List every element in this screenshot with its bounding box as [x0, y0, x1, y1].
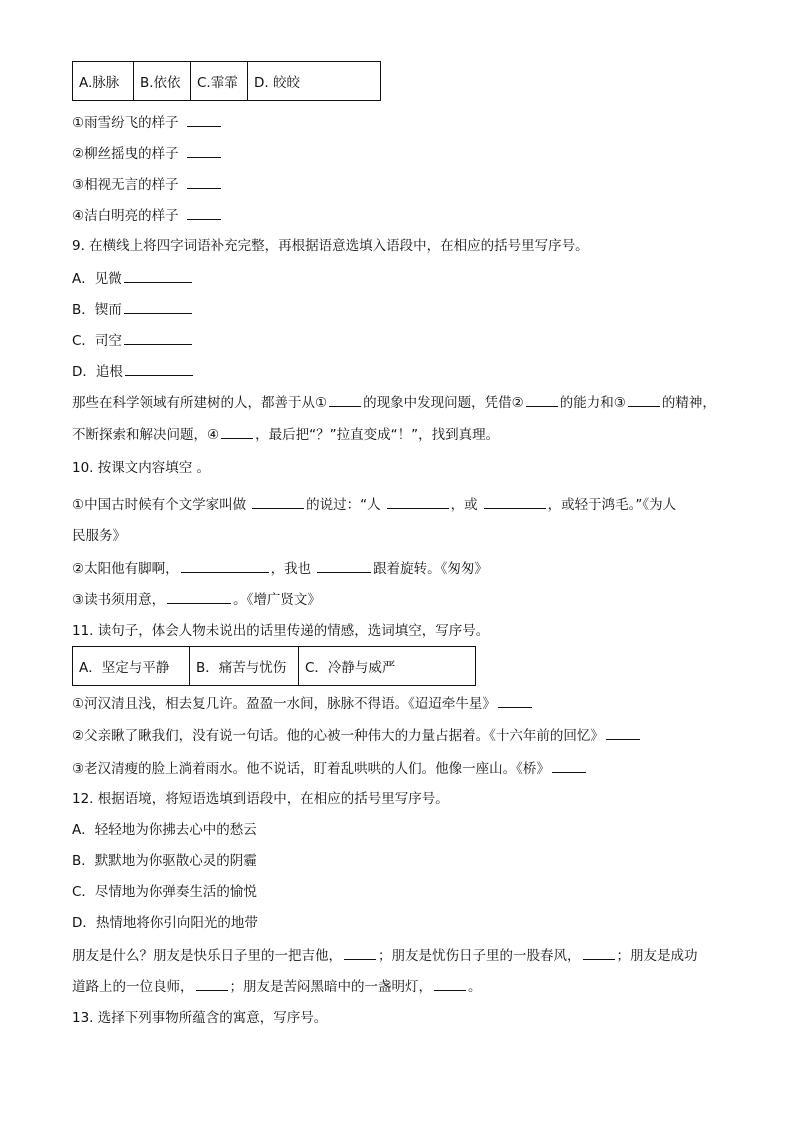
q11-item-1: ①河汉清且浅，相去复几许。盈盈一水间，脉脉不得语。《迢迢牵牛星》 [72, 693, 534, 714]
q8-option-c: C.霏霏 [191, 62, 248, 101]
q9-option-c: C．司空 [72, 330, 194, 351]
q10-line-1: ①中国古时候有个文学家叫做 的说过：“人 ，或 ，或轻于鸿毛。”《为人 [72, 494, 676, 515]
q8-answer-blank-2[interactable] [187, 143, 221, 158]
q11-question: 11. 读句子，体会人物未说出的话里传递的情感，选词填空，写序号。 [72, 623, 490, 639]
q8-answer-blank-4[interactable] [187, 205, 221, 220]
q8-option-d: D. 皎皎 [248, 62, 381, 101]
q9-paragraph-line-1: 那些在科学领域有所建树的人，都善于从① 的现象中发现问题，凭借② 的能力和③ 的精神， [72, 392, 716, 413]
q9-question: 9. 在横线上将四字词语补充完整，再根据语意选填入语段中，在相应的括号里写序号。 [72, 238, 589, 254]
q12-option-b: B．默默地为你驱散心灵的阴霾 [72, 853, 257, 869]
q10-blank-6[interactable] [167, 589, 231, 604]
q12-question: 12. 根据语境，将短语选填到语段中，在相应的括号里写序号。 [72, 791, 449, 807]
q12-paragraph-blank-1[interactable] [344, 945, 376, 960]
q12-paragraph-line-1: 朋友是什么？朋友是快乐日子里的一把吉他， ；朋友是忧伤日子里的一股春风， ；朋友是成功 [72, 945, 698, 966]
q11-answer-blank-1[interactable] [498, 693, 532, 708]
q9-blank-b[interactable] [124, 299, 192, 314]
q9-option-b: B．锲而 [72, 299, 194, 320]
q12-paragraph-blank-4[interactable] [434, 976, 466, 991]
q9-option-d: D．追根 [72, 361, 195, 382]
q8-item-3: ③相视无言的样子 [72, 174, 223, 195]
q9-option-a: A．见微 [72, 268, 194, 289]
q8-option-b: B.依依 [134, 62, 191, 101]
q12-paragraph-blank-2[interactable] [583, 945, 615, 960]
q13-question: 13. 选择下列事物所蕴含的寓意，写序号。 [72, 1010, 328, 1026]
q8-options-table [72, 61, 381, 101]
q11-answer-blank-3[interactable] [552, 758, 586, 773]
q9-paragraph-blank-1[interactable] [329, 392, 361, 407]
q11-answer-blank-2[interactable] [606, 725, 640, 740]
q12-option-c: C．尽情地为你弹奏生活的愉悦 [72, 884, 257, 900]
q9-paragraph-blank-4[interactable] [221, 424, 253, 439]
q8-item-2: ②柳丝摇曳的样子 [72, 143, 223, 164]
q11-option-a: A．坚定与平静 [73, 647, 190, 686]
q9-blank-c[interactable] [124, 330, 192, 345]
q10-question: 10. 按课文内容填空 。 [72, 460, 211, 476]
q10-blank-2[interactable] [387, 494, 449, 509]
q10-blank-4[interactable] [181, 558, 269, 573]
q9-blank-a[interactable] [124, 268, 192, 283]
q12-paragraph-blank-3[interactable] [196, 976, 228, 991]
q9-blank-d[interactable] [125, 361, 193, 376]
q11-options-table [72, 646, 476, 686]
q11-option-b: B．痛苦与忧伤 [190, 647, 299, 686]
q10-line-3: ③读书须用意， 。《增广贤文》 [72, 589, 321, 610]
q10-line-2: ②太阳他有脚啊， ，我也 跟着旋转。《匆匆》 [72, 558, 488, 579]
q11-item-2: ②父亲瞅了瞅我们，没有说一句话。他的心被一种伟大的力量占据着。《十六年前的回忆》 [72, 725, 642, 746]
q12-option-a: A．轻轻地为你拂去心中的愁云 [72, 822, 257, 838]
q8-answer-blank-1[interactable] [187, 112, 221, 127]
q12-paragraph-line-2: 道路上的一位良师， ；朋友是苦闷黑暗中的一盏明灯， 。 [72, 976, 482, 997]
q12-option-d: D．热情地将你引向阳光的地带 [72, 915, 258, 931]
q8-answer-blank-3[interactable] [187, 174, 221, 189]
q10-line-1-cont: 民服务》 [72, 528, 126, 544]
q10-blank-3[interactable] [484, 494, 546, 509]
q9-paragraph-blank-3[interactable] [628, 392, 660, 407]
q11-option-c: C．冷静与威严 [299, 647, 476, 686]
q11-item-3: ③老汉清瘦的脸上淌着雨水。他不说话，盯着乱哄哄的人们。他像一座山。《桥》 [72, 758, 588, 779]
q9-paragraph-blank-2[interactable] [526, 392, 558, 407]
q10-blank-5[interactable] [317, 558, 371, 573]
q8-item-4: ④洁白明亮的样子 [72, 205, 223, 226]
q10-blank-1[interactable] [252, 494, 304, 509]
q8-item-1: ①雨雪纷飞的样子 [72, 112, 223, 133]
q9-paragraph-line-2: 不断探索和解决问题，④ ，最后把“？”拉直变成“！”，找到真理。 [72, 424, 499, 445]
q8-option-a: A.脉脉 [73, 62, 134, 101]
